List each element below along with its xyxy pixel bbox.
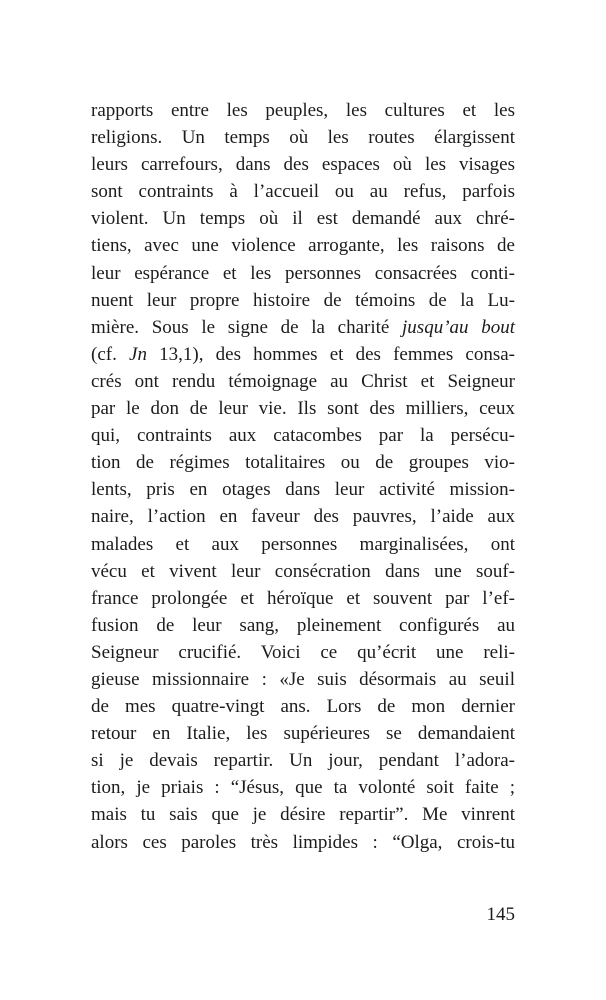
text-line: naire, l’action en faveur des pauvres, l’aide aux (91, 506, 515, 528)
text-line: retour en Italie, les supérieures se demandaient (91, 723, 515, 745)
text-line: violent. Un temps où il est demandé aux chré- (91, 208, 515, 230)
text-line: leurs carrefours, dans des espaces où les visages (91, 154, 515, 176)
text-line: lents, pris en otages dans leur activité mission- (91, 479, 515, 501)
text-line: mière. Sous le signe de la charité jusqu’au bout (91, 316, 516, 338)
text-line: qui, contraints aux catacombes par la persécu- (91, 425, 515, 447)
text-line: tiens, avec une violence arrogante, les raisons de (91, 235, 515, 257)
text-line: france prolongée et héroïque et souvent par l’ef- (91, 587, 515, 609)
text-line: leur espérance et les personnes consacrées conti- (91, 262, 515, 284)
text-line: alors ces paroles très limpides : “Olga, crois-tu (91, 831, 515, 853)
text-line: malades et aux personnes marginalisées, ont (91, 533, 515, 555)
text-line: gieuse missionnaire : «Je suis désormais au seuil (91, 668, 515, 690)
text-line: tion de régimes totalitaires ou de groupes vio- (91, 452, 515, 474)
text-line: si je devais repartir. Un jour, pendant l’adora- (91, 750, 515, 772)
text-line: Seigneur crucifié. Voici ce qu’écrit une reli- (91, 641, 515, 663)
italic-text: Jn (129, 343, 147, 365)
text-line: crés ont rendu témoignage au Christ et Seigneur (91, 370, 515, 392)
text-line: mais tu sais que je désire repartir”. Me vinrent (91, 804, 515, 826)
text-line: rapports entre les peuples, les cultures et les (91, 100, 515, 121)
italic-text: jusqu’au bout (402, 316, 516, 338)
text-line: vécu et vivent leur consécration dans une souf- (91, 560, 515, 582)
text-line: nuent leur propre histoire de témoins de la Lu- (91, 289, 515, 311)
text-line: tion, je priais : “Jésus, que ta volonté soit faite ; (91, 777, 515, 799)
text-line: (cf. Jn 13,1), des hommes et des femmes consa- (91, 343, 515, 365)
page-body-text (91, 97, 515, 856)
text-line: de mes quatre-vingt ans. Lors de mon dernier (91, 696, 515, 718)
page-number: 145 (486, 904, 515, 925)
text-line: fusion de leur sang, pleinement configurés au (91, 614, 515, 636)
text-line: sont contraints à l’accueil ou au refus, parfois (91, 181, 515, 203)
text-line: religions. Un temps où les routes élargissent (91, 127, 515, 149)
text-line: par le don de leur vie. Ils sont des milliers, ceux (91, 398, 515, 420)
